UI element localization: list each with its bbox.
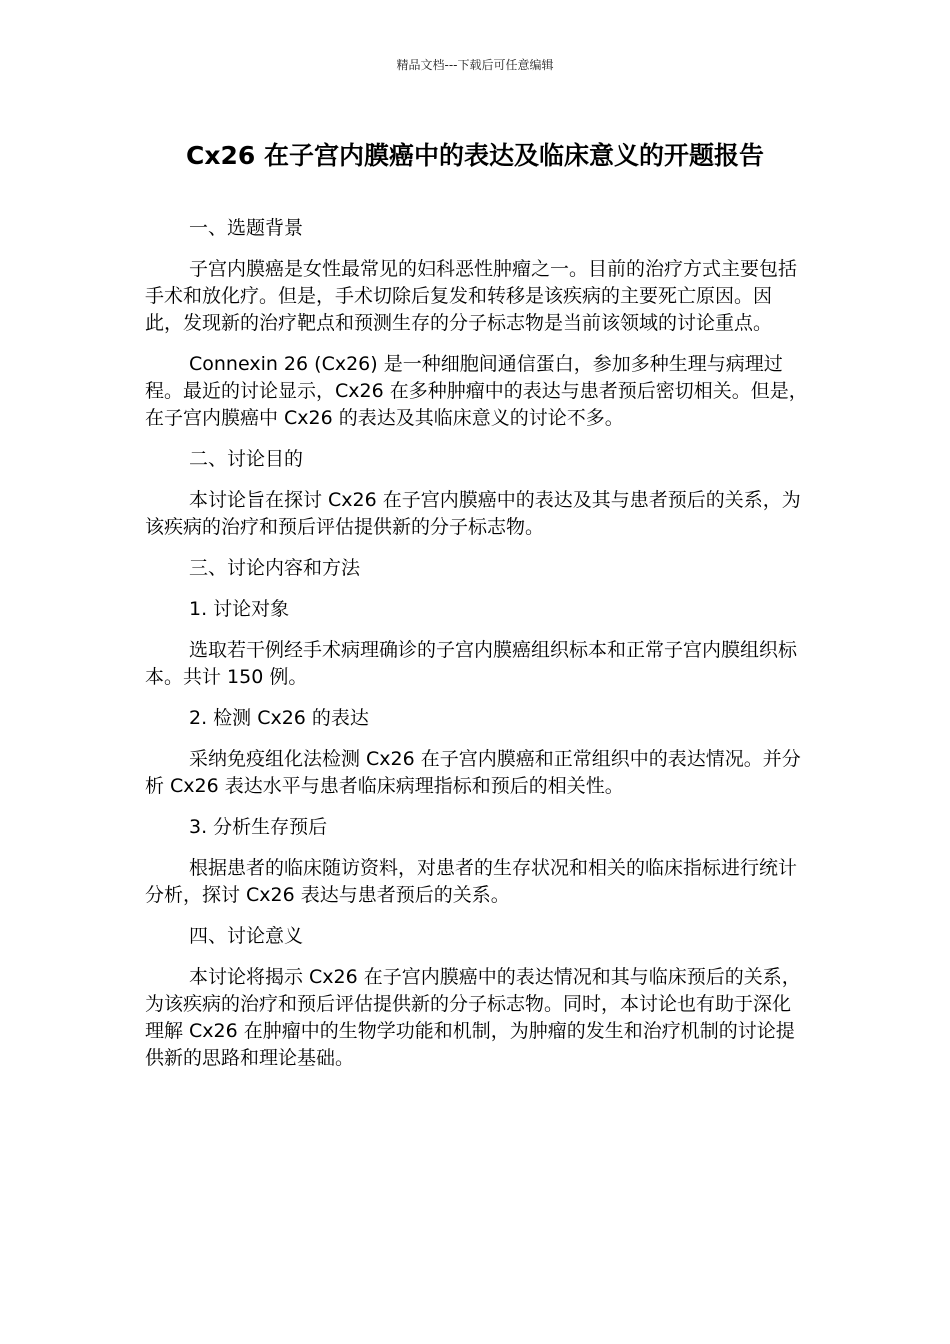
- paragraph-detection: 采纳免疫组化法检测 Cx26 在子宫内膜癌和正常组织中的表达情况。并分析 Cx26 表达水平与患者临床病理指标和预后的相关性。: [145, 748, 801, 797]
- section-heading-methods: 三、讨论内容和方法: [189, 557, 361, 579]
- paragraph-purpose: 本讨论旨在探讨 Cx26 在子宫内膜癌中的表达及其与患者预后的关系，为该疾病的治疗和预后评估提供新的分子标志物。: [145, 489, 801, 538]
- paragraph-subjects: 选取若干例经手术病理确诊的子宫内膜癌组织标本和正常子宫内膜组织标本。共计 150 例。: [145, 639, 798, 688]
- paragraph-survival: 根据患者的临床随访资料，对患者的生存状况和相关的临床指标进行统计分析，探讨 Cx26 表达与患者预后的关系。: [145, 857, 798, 906]
- paragraph-significance: 本讨论将揭示 Cx26 在子宫内膜癌中的表达情况和其与临床预后的关系，为该疾病的治疗和预后评估提供新的分子标志物。同时，本讨论也有助于深化理解 Cx26 在肿瘤中的生物学功能和机制，为肿瘤的发生和治疗机制的讨论提供新的思路和理论基础。: [145, 966, 801, 1069]
- header-note: 精品文档---下载后可任意编辑: [396, 58, 554, 72]
- paragraph-background-2: Connexin 26 (Cx26) 是一种细胞间通信蛋白，参加多种生理与病理过程。最近的讨论显示，Cx26 在多种肿瘤中的表达与患者预后密切相关。但是，在子宫内膜癌中 Cx26 的表达及其临床意义的讨论不多。: [145, 353, 808, 429]
- section-heading-significance: 四、讨论意义: [189, 925, 304, 947]
- subheading-detection: 2. 检测 Cx26 的表达: [189, 707, 369, 729]
- subheading-subjects: 1. 讨论对象: [189, 598, 290, 620]
- subheading-survival: 3. 分析生存预后: [189, 816, 328, 838]
- paragraph-background-1: 子宫内膜癌是女性最常见的妇科恶性肿瘤之一。目前的治疗方式主要包括手术和放化疗。但是，手术切除后复发和转移是该疾病的主要死亡原因。因此，发现新的治疗靶点和预测生存的分子标志物是当前该领域的讨论重点。: [145, 258, 798, 334]
- document-title: Cx26 在子宫内膜癌中的表达及临床意义的开题报告: [186, 141, 764, 170]
- document-body: [145, 215, 808, 1086]
- section-heading-background: 一、选题背景: [189, 217, 304, 239]
- section-heading-purpose: 二、讨论目的: [189, 448, 304, 470]
